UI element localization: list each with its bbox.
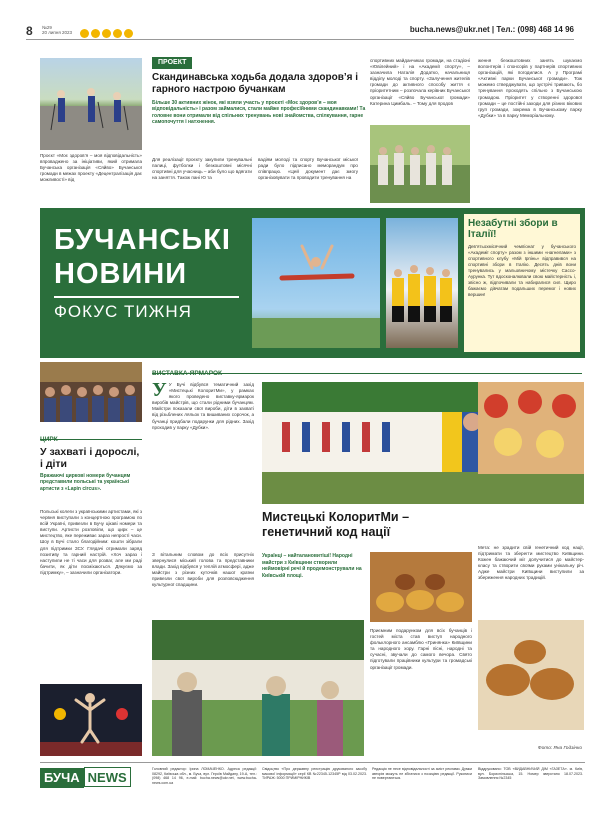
footer-col1: Головний редактор: Ірина ЛОМАЧЕНКО. Адреса редакції: 08292, Київська обл., м. Буча, вул. Героїв Майдану, 19-А, тел.: (098) 468 14 96, e-mail: bucha.news@ukr.net, www.bucha-news.com.ua: [152, 767, 257, 785]
social-icons: [80, 25, 135, 43]
gymnast-photo: [252, 218, 380, 348]
header-rule: [26, 39, 574, 40]
issue-date: 20 липня 2023: [42, 30, 73, 35]
fair-lead: Українці – найталановитіші! Народні майстри з Київщини створили неймовірні речі й продемонстрували на Київській площі.: [262, 553, 362, 579]
nordic-team-photo: [370, 125, 470, 203]
page-header: [0, 20, 600, 42]
gymnast-illustration: [252, 218, 380, 348]
nordic-col1: Проєкт «Моє здоров’я – моя відповідальність» впроваджено за ініціативи, який отримала Бучанська організація «Сяйво» Бучанської громади в межах проекту «Децентралізація дає можливості» від: [40, 153, 142, 183]
facebook-icon[interactable]: [80, 29, 89, 38]
banner-title-line2: НОВИНИ: [54, 258, 188, 290]
circus-title: У захваті і дорослі, і діти: [40, 446, 140, 470]
circus-text: Польські колеги з українськими артистами, які з червня виступали з концертною програмою по всій Україні, привезли в Бучу цікаві номери та виступи. Артисти розповіли, що цирк – це мистецтво, яке переживає зараз непрості часи. Шоу в Бучі стало благодійним: кошти зібрали для підтримки ЗСУ. Глядачі отримали заряд позитиву та гарний настрій. «Хоч зараз і наступили не ті часи для розваг, але ми раді бачити, як діти посміхаються. Дякуємо за підтримку», – зазначили організатори.: [40, 509, 142, 575]
fair-bread-photo: [478, 620, 584, 730]
fair-text3: Приємним подарунком для всіх бучанців і гостей міста став виступ народного фольклорного ансамблю «Гринянка» Київщини та народного хору. Гарні пісні, народні та сучасні, звучали до самого вечора. Свято підготували працівники культури та громадські організації громади.: [370, 628, 472, 670]
team-illustration: [370, 125, 470, 203]
fair-intro: [152, 382, 254, 547]
nordic-col3: вадіям молоді та спорту Бучанської міської ради було підписано меморандум про співпрацю. «Цей документ дає змогу організовувати та проводити тренування на: [258, 157, 358, 181]
viber-icon[interactable]: [102, 29, 111, 38]
banner-article-text: Дев’ятьохмісячний чемпіонат у бучанського «Академії спорту» разом з іншими «нагнелами» з спортивного клубу «Мій Ірпінь» відправився на спортивні збори в Італію. Десять днів вони тренувались у мальовничому містечку Сассо-Аурунка. Тут вдосконалювали свою майстерність і, звісно ж, відпочивали та набиралися сил. Щиро бажаємо дівчатам подальших перемог і нових вершин!: [468, 244, 576, 297]
performer-illustration: [40, 684, 142, 756]
team-yellow-photo: [386, 218, 458, 348]
circus-rubric-wrap: [40, 428, 142, 443]
banner-article-box: [464, 214, 580, 352]
audience-illustration: [40, 362, 142, 422]
page-number: 8: [26, 24, 33, 38]
nordic-title: Скандинавська ходьба додала здоров’я і гарного настрою бучанкам: [152, 72, 359, 95]
banner-article-title: Незабутні збори в Італії!: [468, 218, 558, 240]
footer-logo-news: NEWS: [84, 767, 131, 787]
footer-logo: [40, 767, 140, 789]
walkers-illustration: [40, 58, 142, 150]
header-contacts: bucha.news@ukr.net | Тел.: (098) 468 14 96: [409, 25, 574, 34]
fair-rubric-wrap: [152, 362, 582, 377]
youtube-icon[interactable]: [124, 29, 133, 38]
fair-dropcap: У: [152, 382, 167, 401]
fair-intro-text: У Бучі відбувся тематичний захід «Мистецькі КолоритМи», у рамках якого проведено виставку-ярмарок виробів майстрів, що стали рідними бучанцям. Майстри показали свої вироби, діти в захваті від різьблених ляльок та вишиваних сорочок, а бучанці придбали подарунки для рідних. Захід проходив у парку «Дубки».: [152, 382, 254, 430]
focus-banner: [40, 208, 585, 358]
nordic-lead: Більше 30 активних жінок, які взяли участь у проєкті «Моє здоров’я – моя відповідальність» і разом займалися, стали майже професійними скандинавками! Та головне вони отримали від спільних тренувань нові знайомства, спілкування, гарне самопочуття і натхнення.: [152, 100, 366, 125]
team-yellow-illustration: [386, 218, 458, 348]
fair-text2: З вітальним словом до всіх присутніх звернулися міський голова та представники влади. Захід відбувся у теплій атмосфері, адже майстри з різних куточків нашої країни привезли свої вироби для розповсюдження культурної спадщини.: [152, 552, 254, 588]
issue-number: №29: [42, 25, 52, 30]
circus-audience-photo: [40, 362, 142, 422]
nordic-col5: ження безкоштовних занять шукаємо волонтерів і спонсорів у партнерів спортивних організацій, які погодилися. А у Програмі «Активні парки Бучанської громади». Тож можемо стверджувати, що зустрічі тривають, бо тренування проходять спільно з Бучанською громадою. Пріоритет у створенні здорової громади – це постійні заходи для різних вікових груп громади, зокрема в Бучанському парку «Дубки» та в парку Меморіальному.: [478, 58, 582, 118]
telegram-icon[interactable]: [91, 29, 100, 38]
circus-rubric: ЦИРК: [40, 436, 58, 443]
footer-col2: Свідоцтво «Про державну реєстрацію друкованого засобу масової інформації» серії КВ №22345-12345Р від 03.02.2023. ТИРАЖ: 5000 ПРИМІРНИКІВ: [262, 767, 367, 781]
crafts-illustration: [370, 552, 472, 622]
nordic-walking-photo: [40, 58, 142, 150]
fair-crafts-photo: [370, 552, 472, 622]
fair-people-photo: [152, 620, 364, 756]
footer-col4: Віддруковано: ТОВ «ВИДАВНИЧИЙ ДІМ «ГАЗЕТА». м. Київ, вул. Бориспільська, 15. Номер зверстано 18.07.2023. Замовлення №2345: [478, 767, 583, 781]
footer: [40, 762, 585, 792]
footer-logo-main: БУЧА: [40, 768, 84, 788]
fair-pottery-photo: [478, 382, 584, 474]
nordic-col4: спортивних майданчиках громади, на стадіоні «Ювілейний» і на «Академії спорту», – зазначила Наталія Додатко, начальниця відділу молоді та спорту. «Залучення жителів громади до активного способу життя є пріоритетним – розпочала керівник Бучанської організації «Сяйво Бучанської громади» Катерина Цимбаль. – Тому для продов: [370, 58, 470, 106]
footer-col3: Редакція не несе відповідальності за зміст реклами. Думки авторів можуть не збігатися з позицією редакції. Рукописи не повертаються.: [372, 767, 472, 781]
circus-performer-photo: [40, 684, 142, 756]
instagram-icon[interactable]: [113, 29, 122, 38]
banner-subtitle: ФОКУС ТИЖНЯ: [54, 302, 192, 321]
nordic-rubric: ПРОЕКТ: [152, 57, 192, 69]
pottery-illustration: [478, 382, 584, 474]
fair-title: Мистецькі КолоритМи – генетичний код нації: [262, 510, 410, 539]
banner-title-line1: БУЧАНСЬКІ: [54, 224, 231, 256]
people-illustration: [152, 620, 364, 756]
bread-illustration: [478, 620, 584, 730]
circus-lead: Вражаючі циркові номери бучанцям представили польські та українські артисти з «Lapin circus».: [40, 473, 131, 492]
nordic-col2: Для реалізації проєкту закупили тренувальні палиці, футболки і безкоштовні місячні спортивні для учасниць – аби було що вдягати на заняття. Також пані Ю та: [152, 157, 252, 181]
fair-rubric: ВИСТАВКА-ЯРМАРОК: [152, 370, 222, 377]
fair-photo-caption: Фото: Яна Годзінко: [537, 746, 582, 751]
issue-block: [42, 25, 72, 35]
fair-text4: Мета: не зрадити свій генетичний код нації, підтримати та зберегти мистецтво Київщини. Кожен бажаючий міг долучитися до майстер-класу та створити своїми руками унікальну річ. Адже майстри Київщини виступили за збереження народних традицій.: [478, 545, 584, 581]
banner-divider: [54, 296, 239, 298]
